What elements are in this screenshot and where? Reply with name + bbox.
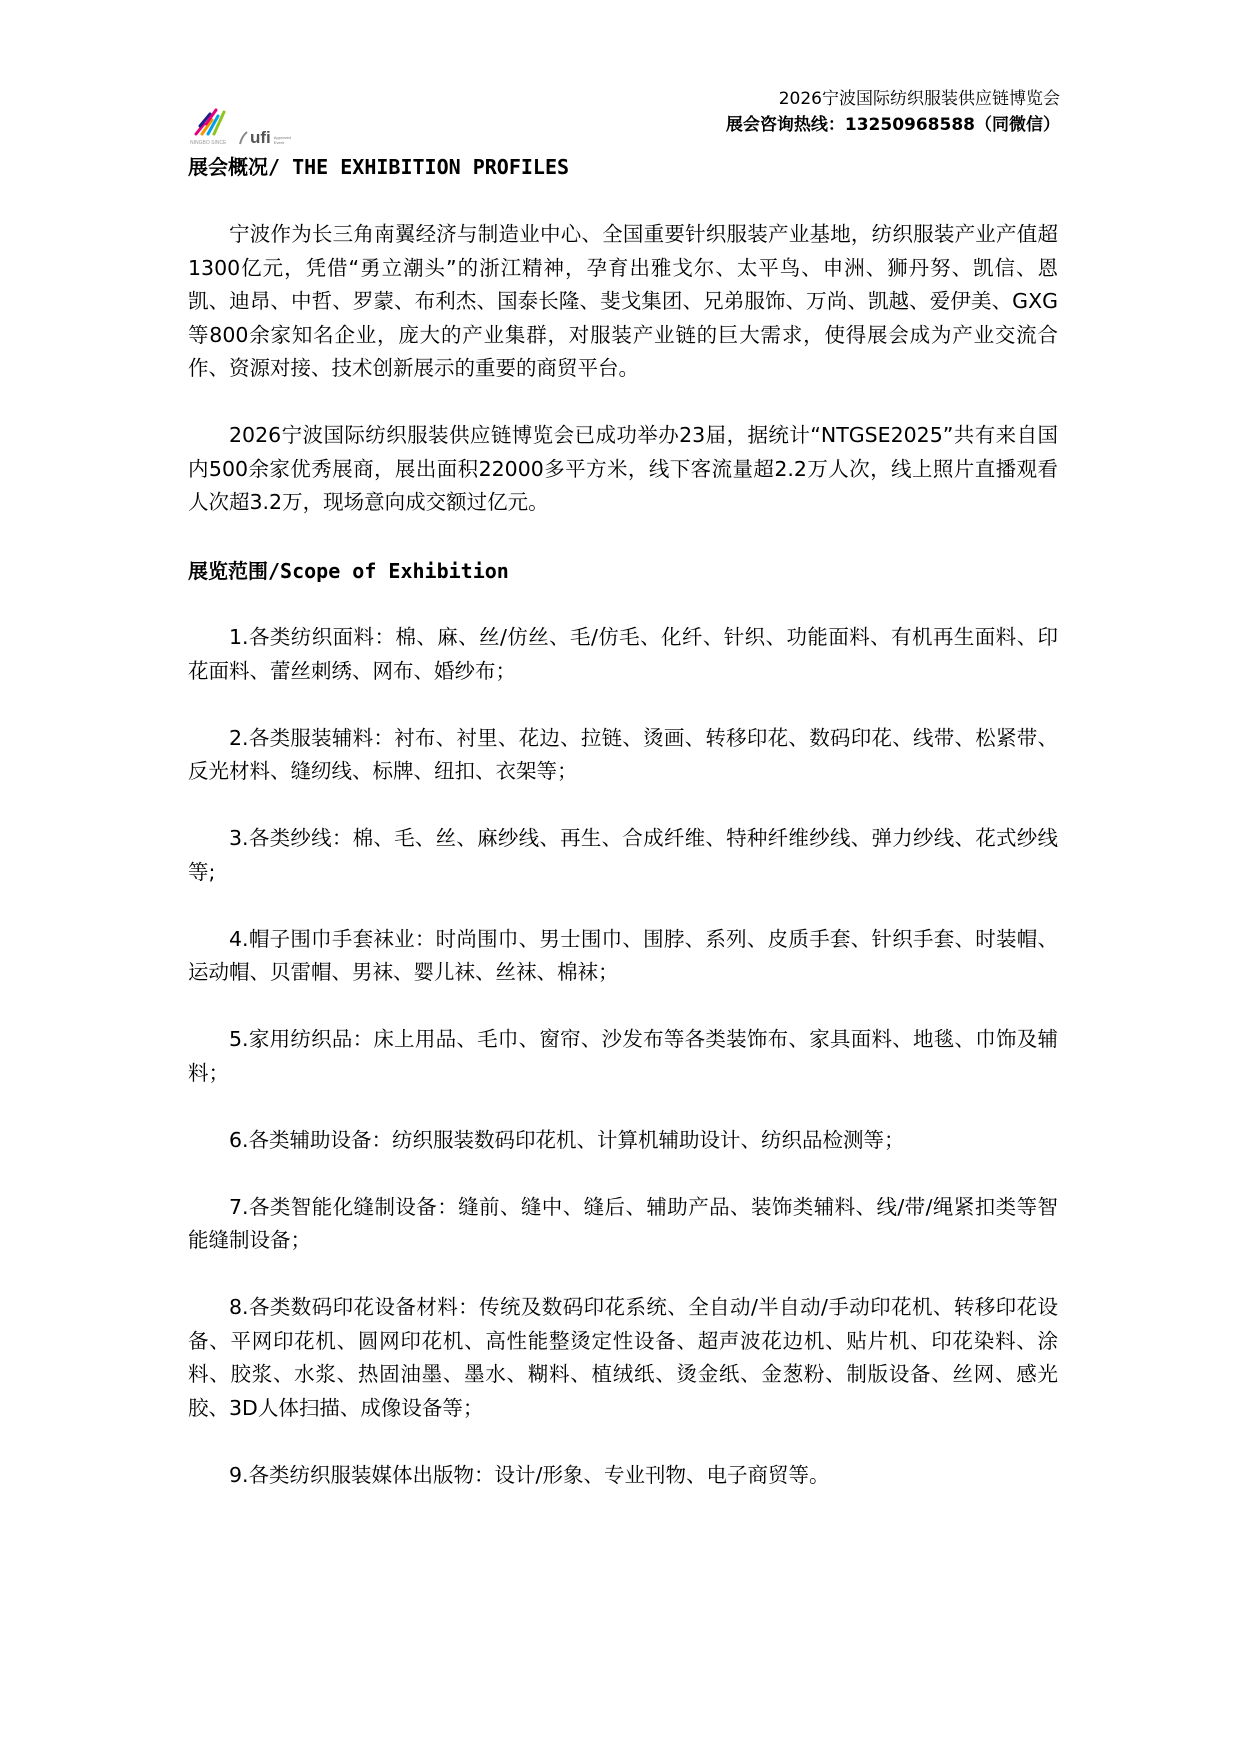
scope-item-2: 2.各类服装辅料：衬布、衬里、花边、拉链、烫画、转移印花、数码印花、线带、松紧带、反光材料、缝纫线、标牌、纽扣、衣架等； [188,725,1058,783]
expo-logo-icon [190,104,230,140]
ufi-logo-text: ufi [250,128,271,147]
profile-paragraph-1: 宁波作为长三角南翼经济与制造业中心、全国重要针织服装产业基地，纺织服装产业产值超1300亿元，凭借“勇立潮头”的浙江精神，孕育出雅戈尔、太平鸟、申洲、狮丹努、凯信、恩凯、迪昂、中哲、罗蒙、布利杰、国泰长隆、斐戈集团、兄弟服饰、万尚、凯越、爱伊美、GXG等800余家知名企业，庞大的产业集群，对服装产业链的巨大需求，使得展会成为产业交流合作、资源对接、技术创新展示的重要的商贸平台。 [188,222,1058,380]
scope-item-6: 6.各类辅助设备：纺织服装数码印花机、计算机辅助设计、纺织品检测等； [229,1127,905,1152]
ufi-swoosh-icon [238,130,248,146]
scope-title: 展览范围/Scope of Exhibition [188,558,509,583]
scope-item-4: 4.帽子围巾手套袜业：时尚围巾、男士围巾、围脖、系列、皮质手套、针织手套、时装帽、运动帽、贝雷帽、男袜、婴儿袜、丝袜、棉袜； [188,926,1058,984]
document-body [188,150,1058,1526]
scope-item-3: 3.各类纱线：棉、毛、丝、麻纱线、再生、合成纤维、特种纤维纱线、弹力纱线、花式纱线等; [188,826,1058,884]
expo-logo-label: NINGBO SINCE [190,140,227,146]
scope-item-9: 9.各类纺织服装媒体出版物：设计/形象、专业刊物、电子商贸等。 [229,1462,830,1487]
ufi-sub-line2: Event [273,140,285,145]
scope-item-5: 5.家用纺织品：床上用品、毛巾、窗帘、沙发布等各类装饰布、家具面料、地毯、巾饰及辅料； [188,1027,1058,1085]
profile-paragraph-2: 2026宁波国际纺织服装供应链博览会已成功举办23届，据统计“NTGSE2025”共有来自国内500余家优秀展商，展出面积22000多平方米，线下客流量超2.2万人次，线上照片直播观看人次超3.2万，现场意向成交额过亿元。 [188,423,1058,514]
ufi-sub-line1: Approved [273,135,291,140]
hotline: 展会咨询热线：13250968588（同微信） [725,115,1060,135]
logos [190,104,291,146]
expo-logo [190,104,230,146]
scope-item-1: 1.各类纺织面料：棉、麻、丝/仿丝、毛/仿毛、化纤、针织、功能面料、有机再生面料、印花面料、蕾丝刺绣、网布、婚纱布； [188,625,1058,683]
scope-item-7: 7.各类智能化缝制设备：缝前、缝中、缝后、辅助产品、装饰类辅料、线/带/绳紧扣类等智能缝制设备； [188,1194,1058,1252]
scope-list [188,621,1058,1492]
ufi-logo [238,129,291,146]
profile-title: 展会概况/ THE EXHIBITION PROFILES [188,155,570,179]
scope-item-8: 8.各类数码印花设备材料：传统及数码印花系统、全自动/半自动/手动印花机、转移印花设备、平网印花机、圆网印花机、高性能整烫定性设备、超声波花边机、贴片机、印花染料、涂料、胶浆、水浆、热固油墨、墨水、糊料、植绒纸、烫金纸、金葱粉、制版设备、丝网、感光胶、3D人体扫描、成像设备等； [188,1295,1058,1420]
event-name: 2026宁波国际纺织服装供应链博览会 [778,89,1060,109]
header [726,86,1060,138]
